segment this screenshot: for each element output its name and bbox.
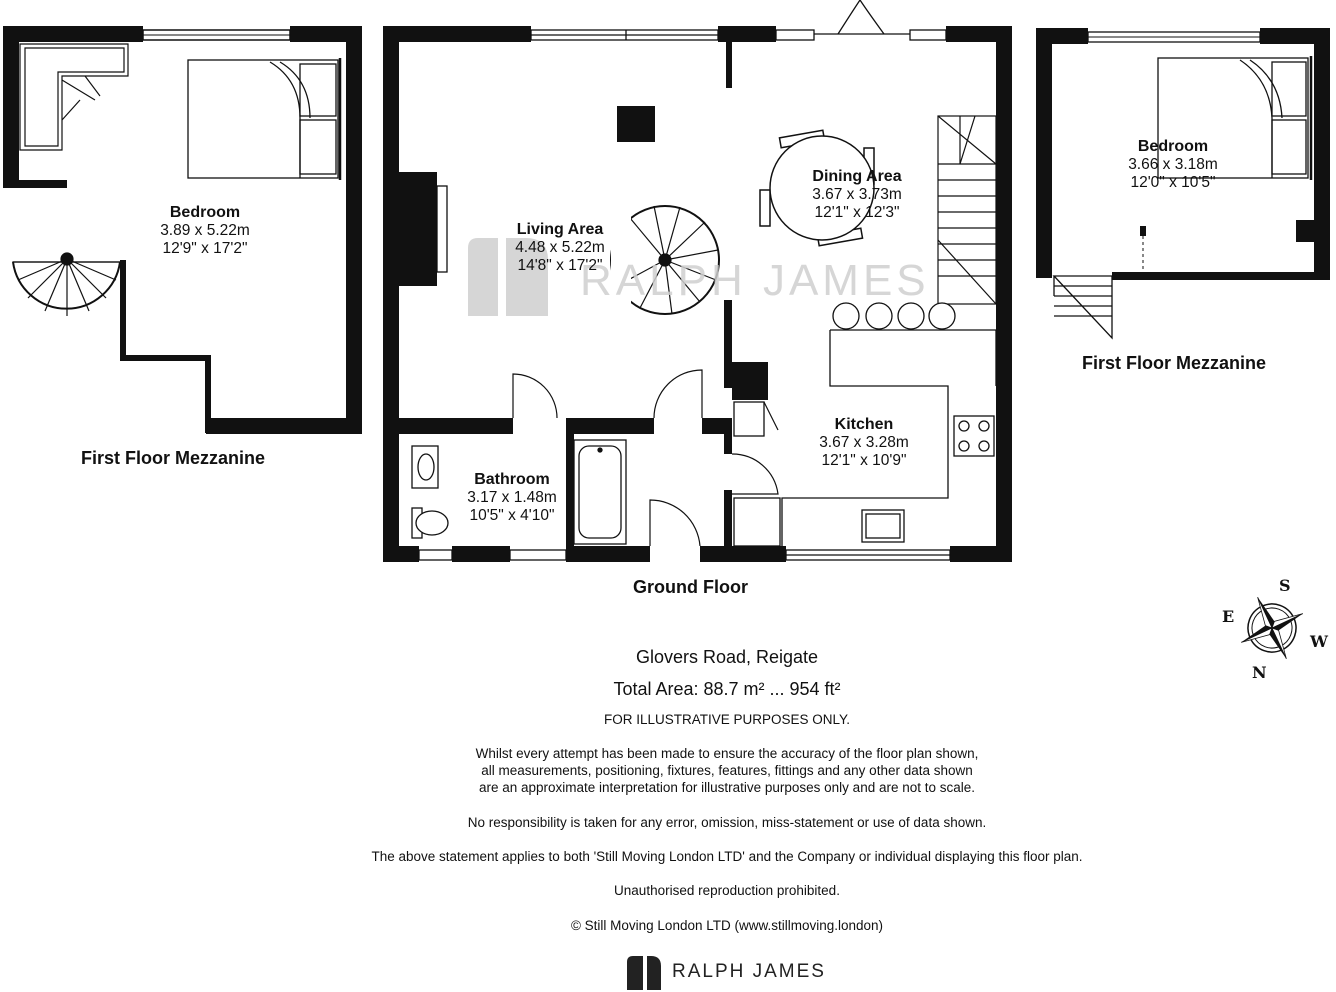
room-name: Living Area bbox=[516, 221, 604, 238]
room-imperial: 12'9" x 17'2" bbox=[162, 240, 248, 258]
bed-left bbox=[188, 58, 340, 180]
room-label-bathroom bbox=[437, 471, 587, 525]
french-doors bbox=[814, 0, 910, 34]
room-imperial: 12'1" x 10'9" bbox=[821, 452, 907, 470]
fireplace-hearth bbox=[437, 186, 447, 272]
brand-logo-mark bbox=[627, 956, 661, 990]
copyright-note: © Still Moving London LTD (www.stillmoving.london) bbox=[570, 918, 884, 933]
watermark-text: RALPH JAMES bbox=[580, 256, 930, 305]
room-label-living bbox=[485, 221, 635, 275]
floor-title-left-mezzanine: First Floor Mezzanine bbox=[81, 448, 266, 468]
disclaimer-line: are an approximate interpretation for illustrative purposes only and are not to scale. bbox=[478, 780, 976, 795]
room-imperial: 14'8" x 17'2" bbox=[517, 257, 603, 275]
room-metric: 4.48 x 5.22m bbox=[515, 239, 605, 257]
compass-w-label: W bbox=[1310, 632, 1328, 651]
disclaimer-line: all measurements, positioning, fixtures, features, fittings and any other data shown bbox=[481, 763, 973, 778]
room-label-kitchen bbox=[789, 416, 939, 470]
room-metric: 3.67 x 3.73m bbox=[812, 186, 902, 204]
spiral-stair-left bbox=[13, 253, 120, 316]
room-metric: 3.66 x 3.18m bbox=[1128, 156, 1218, 174]
room-label-dining bbox=[782, 168, 932, 222]
compass-rose bbox=[1227, 583, 1317, 673]
room-name: Bedroom bbox=[169, 204, 241, 221]
room-metric: 3.17 x 1.48m bbox=[467, 489, 557, 507]
wardrobe bbox=[20, 44, 128, 150]
right-stair bbox=[1054, 276, 1112, 338]
room-name: Bedroom bbox=[1137, 138, 1209, 155]
room-imperial: 10'5" x 4'10" bbox=[469, 507, 555, 525]
total-area: Total Area: 88.7 m² ... 954 ft² bbox=[613, 679, 841, 699]
room-label-bedroom-right bbox=[1098, 138, 1248, 192]
compass-e-label: E bbox=[1222, 607, 1235, 626]
room-metric: 3.89 x 5.22m bbox=[160, 222, 250, 240]
floor-title-right-mezzanine: First Floor Mezzanine bbox=[1082, 353, 1267, 373]
floor-title-ground: Ground Floor bbox=[633, 577, 748, 597]
room-metric: 3.67 x 3.28m bbox=[819, 434, 909, 452]
responsibility-note: No responsibility is taken for any error, omission, miss-statement or use of data shown. bbox=[467, 815, 987, 830]
compass-s-label: S bbox=[1279, 576, 1291, 595]
room-imperial: 12'1" x 12'3" bbox=[814, 204, 900, 222]
brand-name: RALPH JAMES bbox=[672, 961, 826, 982]
address: Glovers Road, Reigate bbox=[635, 647, 819, 667]
room-name: Kitchen bbox=[834, 416, 894, 433]
disclaimer-line: Whilst every attempt has been made to ensure the accuracy of the floor plan shown, bbox=[475, 746, 979, 761]
room-name: Bathroom bbox=[474, 471, 550, 488]
bar-stools bbox=[833, 303, 955, 329]
reproduction-note: Unauthorised reproduction prohibited. bbox=[614, 883, 840, 898]
room-imperial: 12'0" x 10'5" bbox=[1130, 174, 1216, 192]
illustrative-note: FOR ILLUSTRATIVE PURPOSES ONLY. bbox=[603, 712, 851, 727]
compass-n-label: N bbox=[1252, 663, 1267, 682]
room-label-bedroom-left bbox=[130, 204, 280, 258]
room-name: Dining Area bbox=[812, 168, 902, 185]
statement-note: The above statement applies to both 'Still Moving London LTD' and the Company or individual displaying this floor plan. bbox=[371, 849, 1083, 864]
